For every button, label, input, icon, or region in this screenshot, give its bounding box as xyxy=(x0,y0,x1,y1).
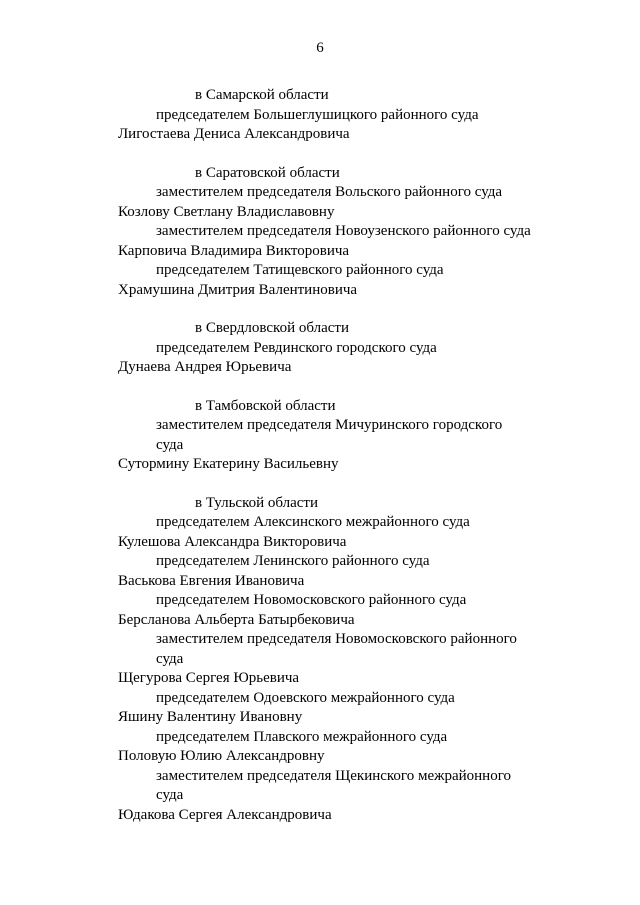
region-sverdlovsk xyxy=(118,319,568,378)
position-text: заместителем председателя Новоузенского районного суда xyxy=(156,223,531,239)
position-text: заместителем председателя Щекинского межрайонного xyxy=(156,767,511,784)
region-saratov xyxy=(118,164,568,301)
region-title: в Самарской области xyxy=(195,87,329,103)
region-tula xyxy=(118,494,568,826)
position-text: председателем Татищевского районного суда xyxy=(156,262,444,278)
document-body xyxy=(118,86,568,844)
page-number: 6 xyxy=(316,40,324,56)
appointment-entry xyxy=(118,552,568,591)
position-text: председателем Новомосковского районного суда xyxy=(156,592,467,608)
person-name: Козлову Светлану Владиславовну xyxy=(118,203,335,220)
position-text: заместителем председателя Мичуринского городского xyxy=(156,417,503,433)
person-name: Яшину Валентину Ивановну xyxy=(118,709,303,725)
position-text: председателем Ленинского районного суда xyxy=(156,553,430,569)
region-title: в Свердловской области xyxy=(195,320,350,336)
region-title: в Тульской области xyxy=(195,494,319,511)
position-text: председателем Плавского межрайонного суда xyxy=(156,728,448,745)
person-name: Берсланова Альберта Батырбековича xyxy=(118,611,355,628)
appointment-entry xyxy=(118,183,568,222)
position-text: председателем Одоевского межрайонного суда xyxy=(156,689,455,706)
appointment-entry xyxy=(118,767,568,826)
region-title: в Саратовской области xyxy=(195,164,340,181)
region-title: в Тамбовской области xyxy=(195,397,336,414)
region-samara xyxy=(118,86,568,145)
appointment-entry xyxy=(118,591,568,630)
person-name: Лигостаева Дениса Александровича xyxy=(118,126,350,142)
person-name: Сутормину Екатерину Васильевну xyxy=(118,456,339,472)
person-name: Половую Юлию Александровну xyxy=(118,748,325,764)
position-text: председателем Ревдинского городского суда xyxy=(156,339,437,356)
person-name: Храмушина Дмитрия Валентиновича xyxy=(118,281,358,298)
appointment-entry xyxy=(118,222,568,261)
person-name: Юдакова Сергея Александровича xyxy=(118,806,332,823)
position-text: заместителем председателя Новомосковского районного xyxy=(156,631,517,647)
person-name: Кулешова Александра Викторовича xyxy=(118,533,347,550)
appointment-entry xyxy=(118,728,568,767)
position-text-continued: суда xyxy=(156,787,184,803)
appointment-entry xyxy=(118,630,568,689)
person-name: Щегурова Сергея Юрьевича xyxy=(118,670,300,686)
person-name: Карповича Владимира Викторовича xyxy=(118,242,350,259)
region-tambov xyxy=(118,397,568,475)
position-text: заместителем председателя Вольского районного суда xyxy=(156,184,503,200)
person-name: Дунаева Андрея Юрьевича xyxy=(118,359,292,375)
position-text: председателем Большеглушицкого районного суда xyxy=(156,106,479,123)
appointment-entry xyxy=(118,416,568,475)
position-text-continued: суда xyxy=(156,650,184,667)
appointment-entry xyxy=(118,106,568,145)
appointment-entry xyxy=(118,689,568,728)
appointment-entry xyxy=(118,513,568,552)
position-text: председателем Алексинского межрайонного суда xyxy=(156,514,470,530)
person-name: Васькова Евгения Ивановича xyxy=(118,572,305,589)
appointment-entry xyxy=(118,261,568,300)
appointment-entry xyxy=(118,339,568,378)
position-text-continued: суда xyxy=(156,436,184,453)
